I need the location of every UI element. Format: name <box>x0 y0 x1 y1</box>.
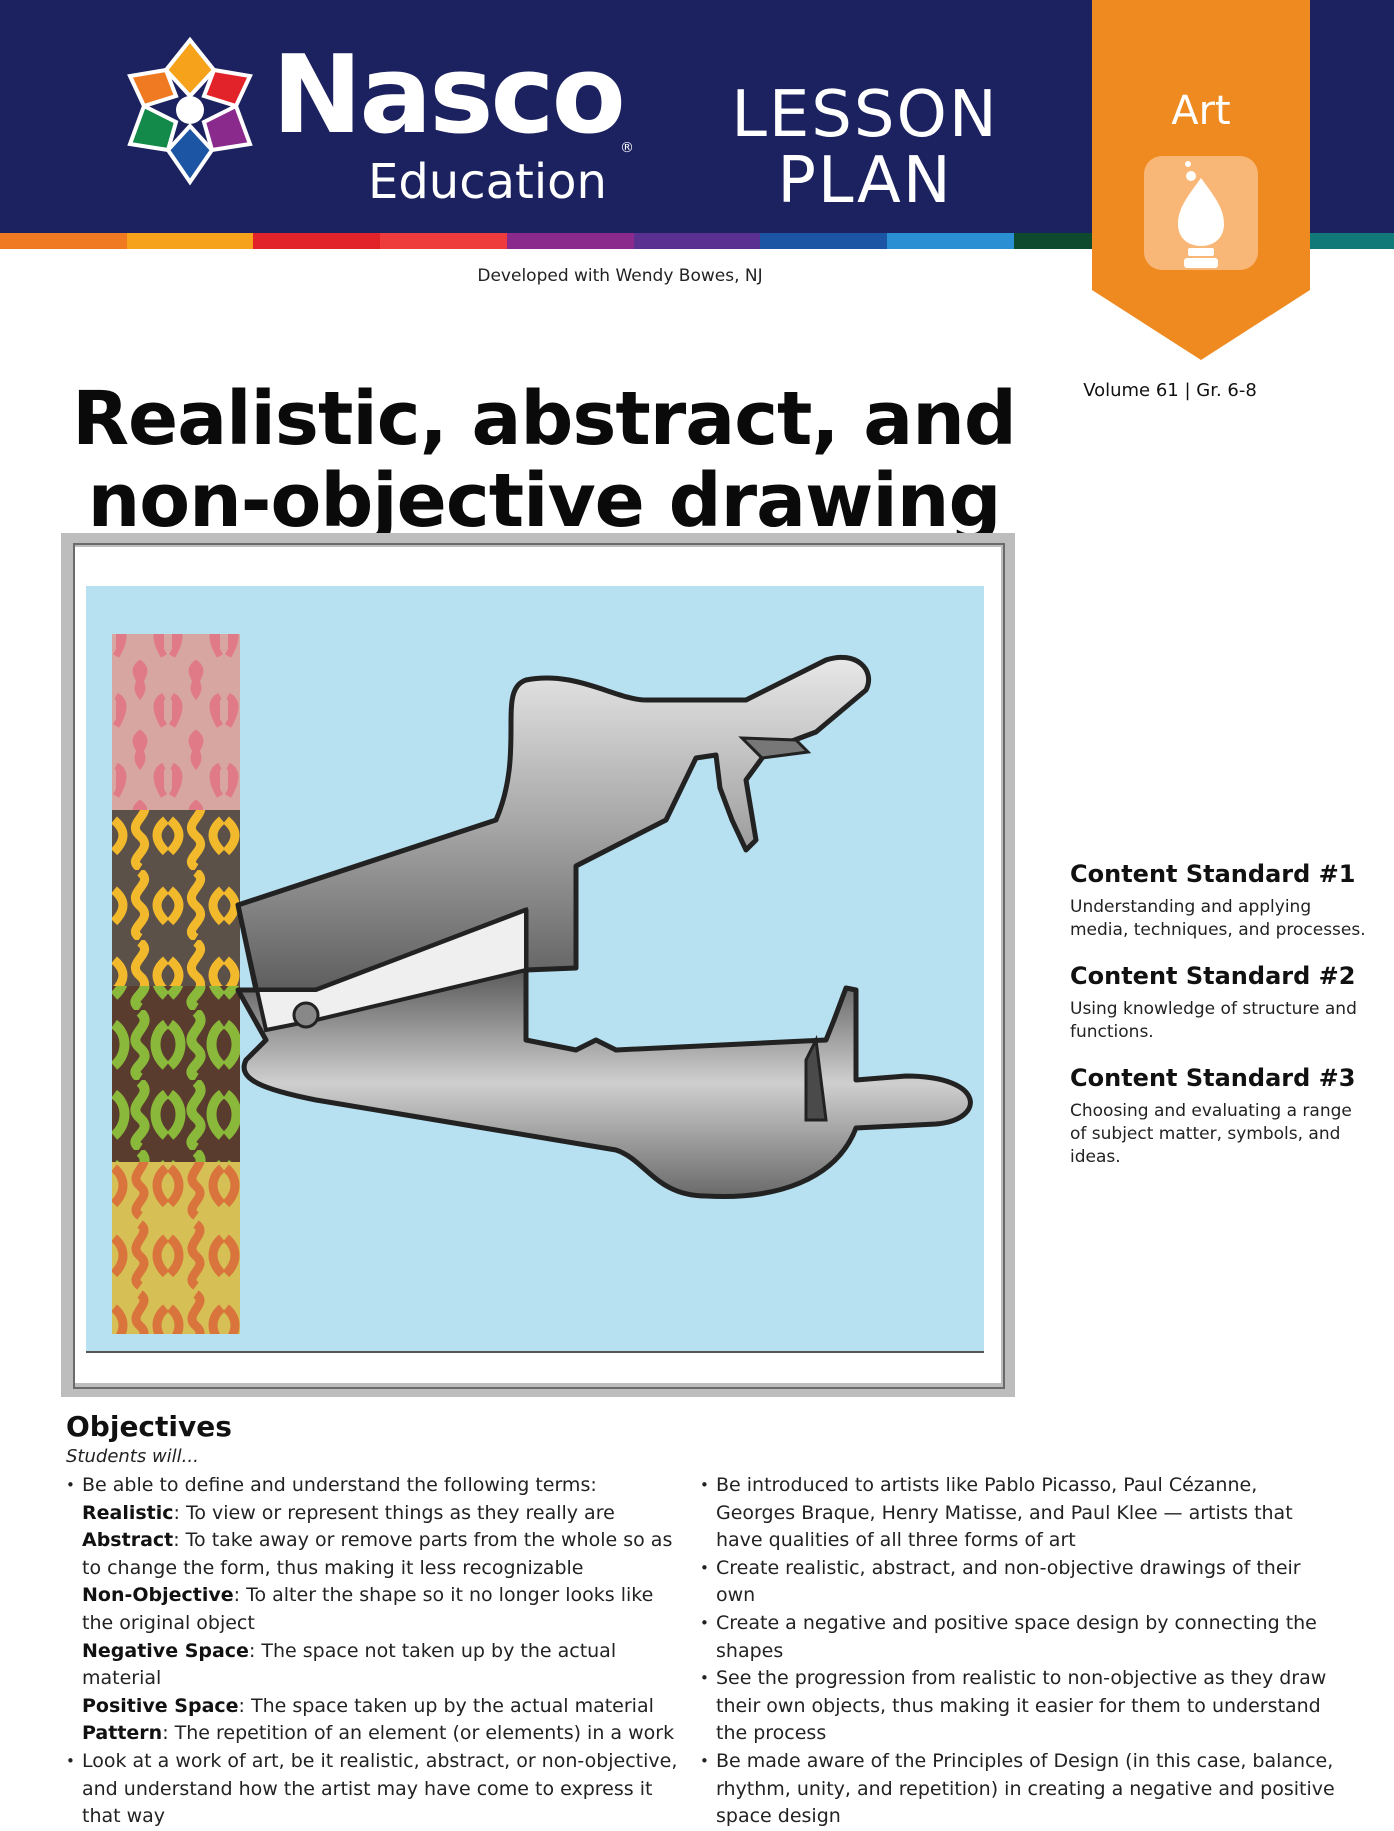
list-item: • Look at a work of art, be it realistic, abstract, or non-objective, and understand how the artist may have come to express it that way <box>66 1748 686 1831</box>
stripe-segment <box>760 233 887 249</box>
stripe-segment <box>0 233 127 249</box>
lesson-line: LESSON <box>731 78 999 152</box>
term-def: : The space taken up by the actual material <box>238 1694 654 1717</box>
title-line-2: non-objective drawing <box>87 458 1001 544</box>
stripe-segment <box>380 233 507 249</box>
stripe-segment <box>507 233 634 249</box>
term-definition <box>66 1720 686 1748</box>
term-name: Pattern <box>82 1722 163 1745</box>
term-name: Non-Objective <box>82 1584 234 1607</box>
objectives-right-column <box>700 1472 1340 1831</box>
term-name: Abstract <box>82 1529 174 1552</box>
term-definition <box>66 1500 686 1528</box>
title-line-1: Realistic, abstract, and <box>72 376 1016 462</box>
objectives-heading: Objectives <box>66 1410 232 1443</box>
list-item: • Create a negative and positive space design by connecting the shapes <box>700 1610 1340 1665</box>
content-standards <box>1070 860 1370 1189</box>
volume-grade: Volume 61 | Gr. 6-8 <box>1083 380 1257 401</box>
list-item: • Be introduced to artists like Pablo Picasso, Paul Cézanne, Georges Braque, Henry Matisse, and Paul Klee — artists that have qualities of all three forms of art <box>700 1472 1340 1555</box>
art-subject-tab <box>1092 0 1310 366</box>
stripe-segment <box>253 233 380 249</box>
term-def: : To alter the shape so it no longer looks like the original object <box>82 1584 654 1634</box>
list-item: • See the progression from realistic to non-objective as they draw their own objects, thus making it easier for them to understand the process <box>700 1665 1340 1748</box>
term-name: Negative Space <box>82 1639 249 1662</box>
stripe-segment <box>127 233 254 249</box>
plan-line: PLAN <box>777 144 953 218</box>
term-definition <box>66 1638 686 1693</box>
lesson-plan-label <box>720 78 1010 218</box>
registered-mark: ® <box>620 140 634 156</box>
objectives-subheading: Students will... <box>66 1446 199 1467</box>
standard-title: Content Standard #3 <box>1070 1064 1356 1092</box>
standard-1 <box>1070 860 1370 942</box>
stripe-segment <box>887 233 1014 249</box>
term-def: : The repetition of an element (or elements) in a work <box>162 1722 675 1745</box>
staple-remover-artwork <box>56 520 1032 1400</box>
term-name: Realistic <box>82 1501 174 1524</box>
standard-text: Choosing and evaluating a range of subject matter, symbols, and ideas. <box>1070 1101 1352 1167</box>
term-definition <box>66 1582 686 1637</box>
term-definition <box>66 1693 686 1721</box>
standard-3 <box>1070 1064 1370 1169</box>
list-item: • Be made aware of the Principles of Design (in this case, balance, rhythm, unity, and repetition) in creating a negative and positive space design <box>700 1748 1340 1831</box>
logo-subtitle: Education <box>368 154 607 210</box>
standard-text: Using knowledge of structure and functions. <box>1070 999 1357 1042</box>
standard-title: Content Standard #2 <box>1070 962 1356 990</box>
nasco-star-logo-icon <box>122 34 258 186</box>
term-def: : The space not taken up by the actual material <box>82 1639 617 1690</box>
standard-text: Understanding and applying media, techniques, and processes. <box>1070 897 1366 940</box>
term-definition <box>66 1527 686 1582</box>
term-name: Positive Space <box>82 1694 239 1717</box>
term-def: : To view or represent things as they really are <box>173 1501 615 1524</box>
logo-wordmark: Nasco <box>272 33 623 158</box>
developed-by: Developed with Wendy Bowes, NJ <box>477 266 763 286</box>
standard-2 <box>1070 962 1370 1044</box>
stripe-segment <box>634 233 761 249</box>
objectives-left-column <box>66 1472 686 1831</box>
standard-title: Content Standard #1 <box>1070 860 1356 888</box>
term-def: : To take away or remove parts from the whole so as to change the form, thus making it less recognizable <box>82 1529 673 1579</box>
list-item: • Create realistic, abstract, and non-objective drawings of their own <box>700 1555 1340 1610</box>
subject-label: Art <box>1171 88 1231 134</box>
list-item: • Be able to define and understand the following terms: <box>66 1472 686 1500</box>
page-title <box>64 378 1024 542</box>
